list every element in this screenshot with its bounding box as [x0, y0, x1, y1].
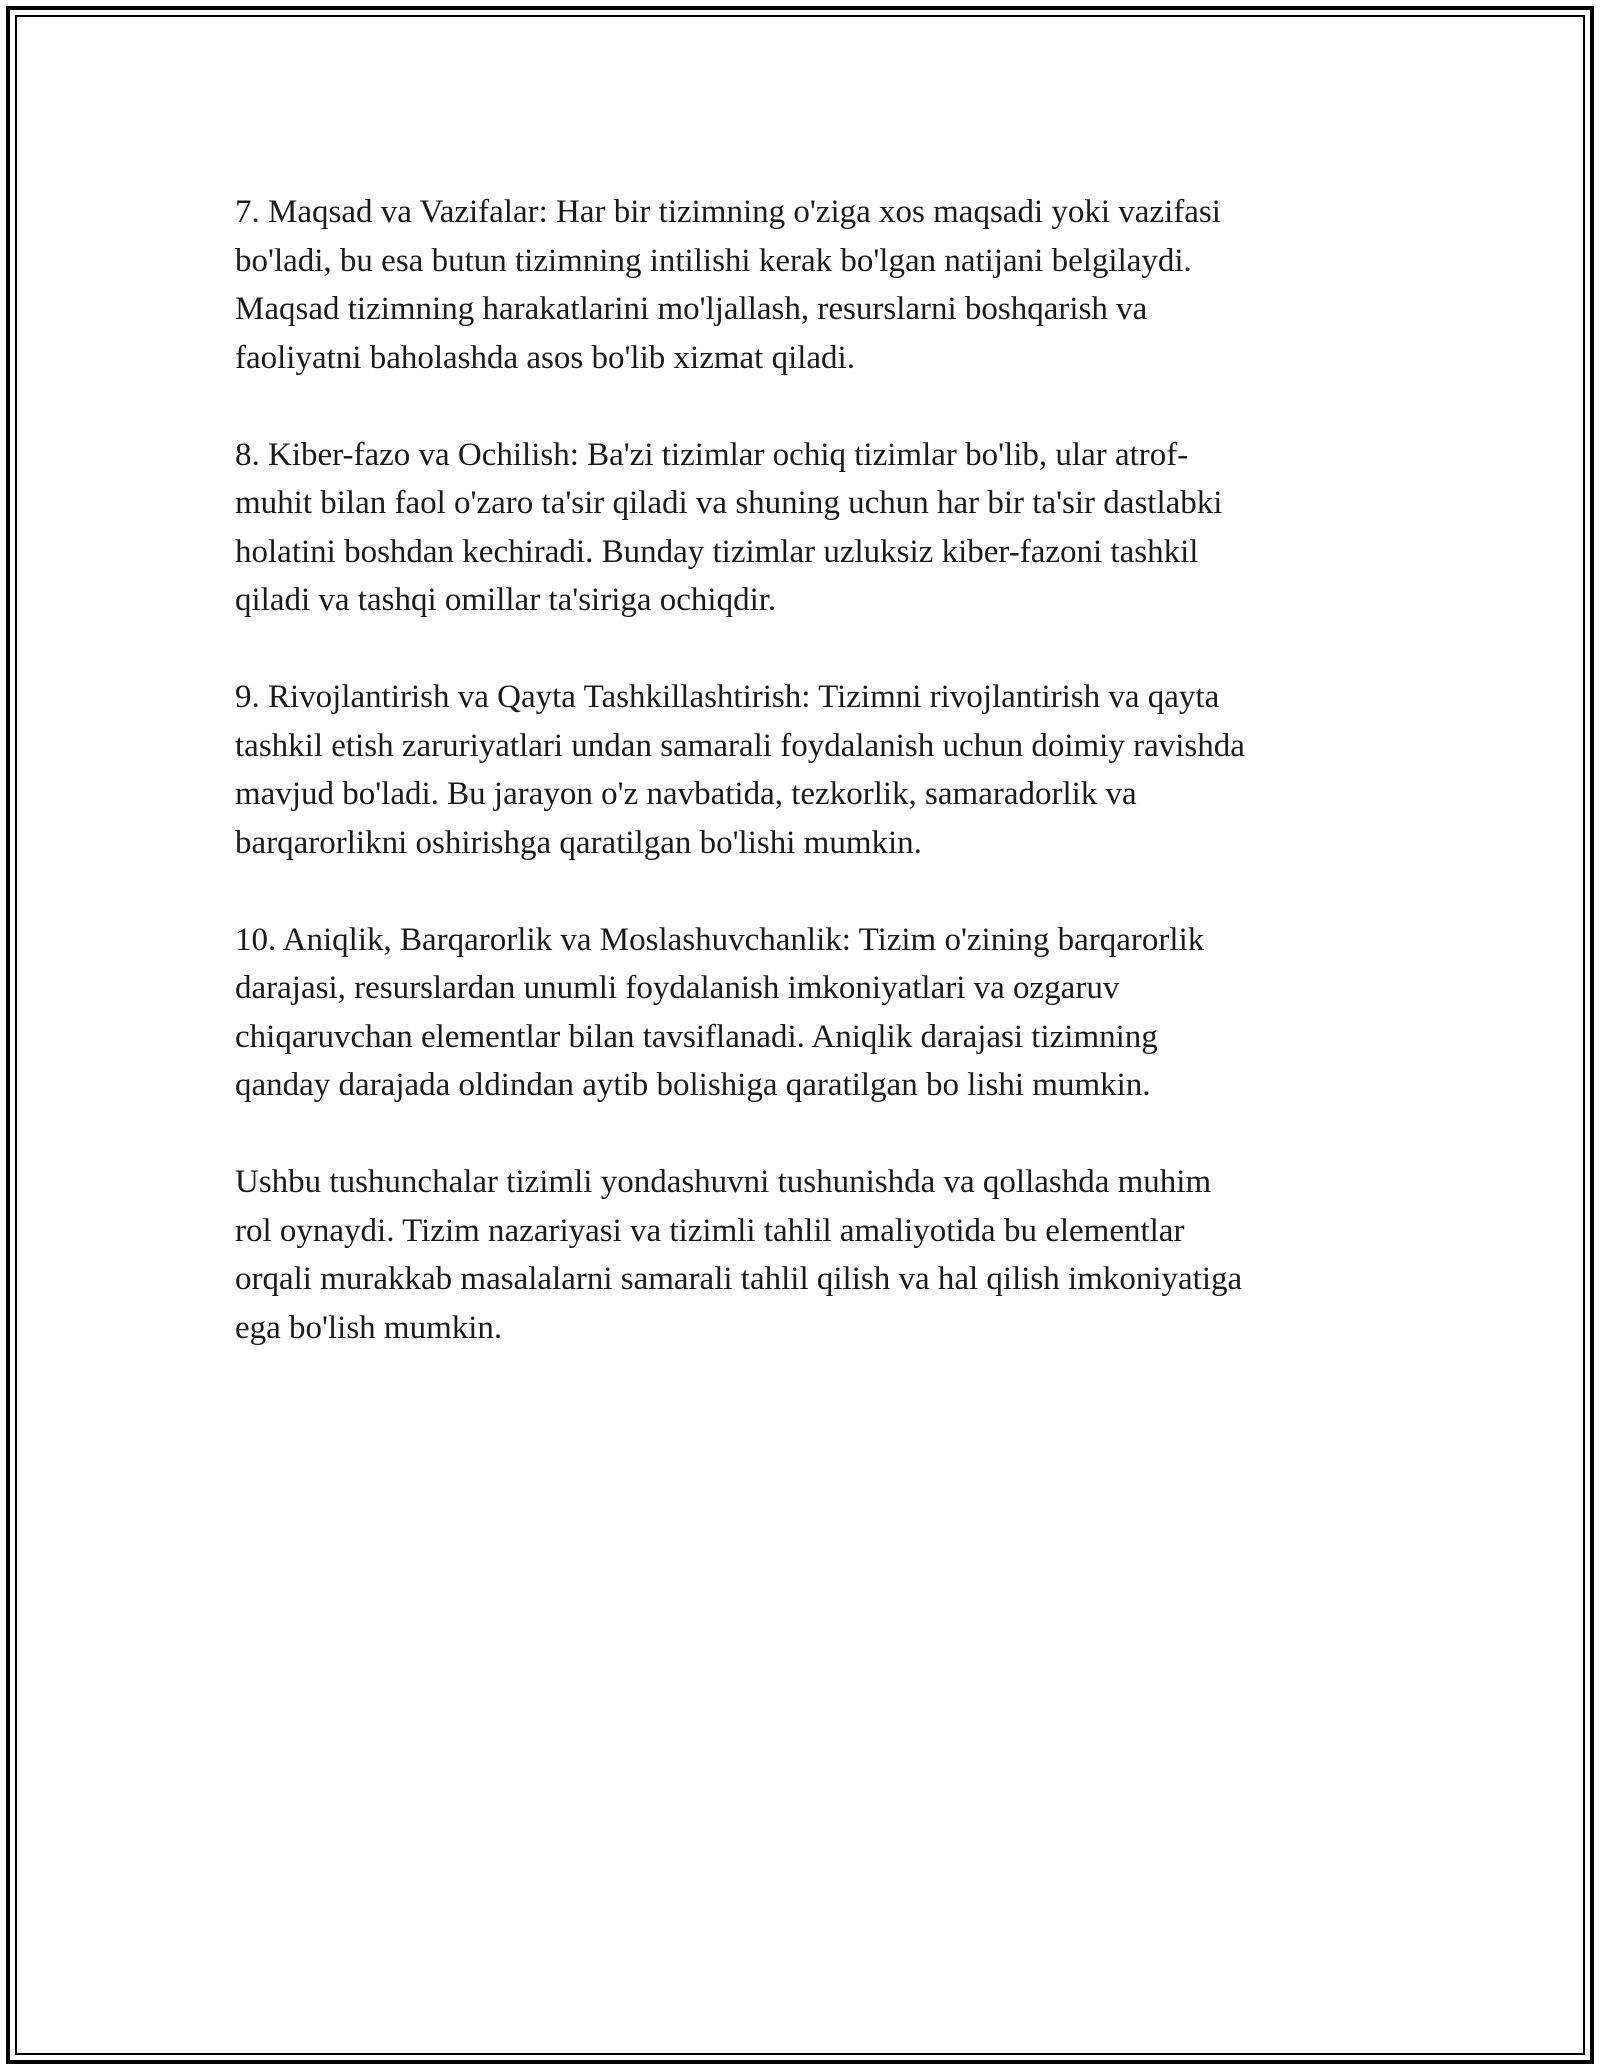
paragraph-8-cyberspace-and-openness: 8. Kiber-fazo va Ochilish: Ba'zi tizimlar ochiq tizimlar bo'lib, ular atrof- muhit bilan faol o'zaro ta'sir qiladi va shuning uchun har bir ta'sir dastlabki holatini boshdan kechiradi. Bunday tizimlar uzluksiz kiber-fazoni tashkil qiladi va tashqi omillar ta'siriga ochiqdir. [235, 436, 1223, 618]
paragraph-9-development-and-reorganization: 9. Rivojlantirish va Qayta Tashkillashtirish: Tizimni rivojlantirish va qayta tashkil etish zaruriyatlari undan samarali foydalanish uchun doimiy ravishda mavjud bo'ladi. Bu jarayon o'z navbatida, tezkorlik, samaradorlik va barqarorlikni oshirishga qaratilgan bo'lishi mumkin. [235, 679, 1245, 861]
paragraph-7-goals-and-tasks: 7. Maqsad va Vazifalar: Har bir tizimning o'ziga xos maqsadi yoki vazifasi bo'ladi, bu esa butun tizimning intilishi kerak bo'lgan natijani belgilaydi. Maqsad tizimning harakatlarini mo'ljallash, resurslarni boshqarish va faoliyatni baholashda asos bo'lib xizmat qiladi. [235, 194, 1221, 376]
paragraph-10-accuracy-stability-flexibility: 10. Aniqlik, Barqarorlik va Moslashuvchanlik: Tizim o'zining barqarorlik darajasi, resurslardan unumli foydalanish imkoniyatlari va ozgaruv chiqaruvchan elementlar bilan tavsiflanadi. Aniqlik darajasi tizimning qanday darajada oldindan aytib bolishiga qaratilgan bo lishi mumkin. [235, 921, 1205, 1103]
document-body [235, 188, 1385, 1401]
paragraph-conclusion: Ushbu tushunchalar tizimli yondashuvni tushunishda va qollashda muhim rol oynaydi. Tizim nazariyasi va tizimli tahlil amaliyotida bu elementlar orqali murakkab masalalarni samarali tahlil qilish va hal qilish imkoniyatiga ega bo'lish mumkin. [235, 1164, 1243, 1346]
